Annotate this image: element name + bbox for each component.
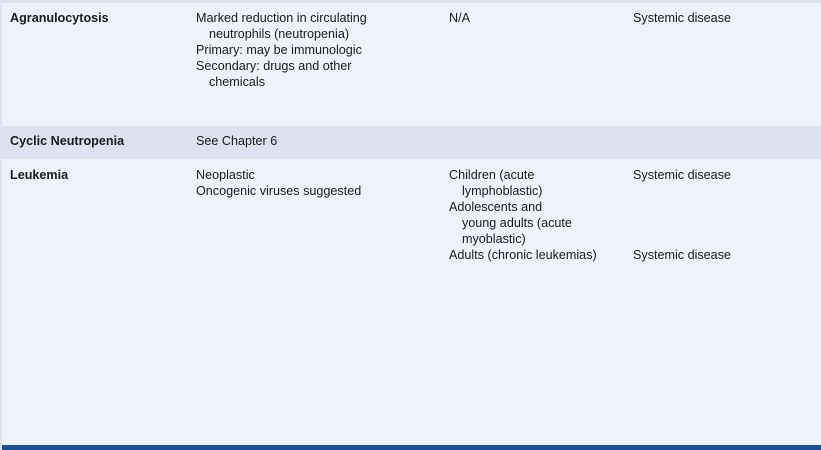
description-line: Primary: may be immunologic: [196, 43, 362, 57]
population-line: Adults (chronic leukemias): [449, 248, 597, 262]
population-line: lymphoblastic): [462, 184, 543, 198]
manifestation-spacer: [633, 215, 813, 231]
population-line: myoblastic): [462, 232, 526, 246]
condition-description: [196, 167, 436, 199]
manifestation-spacer: [633, 183, 813, 199]
manifestation-line: Systemic disease: [633, 168, 731, 182]
condition-population: [449, 167, 629, 263]
table-row: [2, 159, 821, 445]
description-line: neutrophils (neutropenia): [209, 27, 350, 41]
condition-name: Leukemia: [10, 168, 69, 182]
condition-name: Cyclic Neutropenia: [10, 134, 125, 148]
manifestation-line: Systemic disease: [633, 11, 731, 25]
condition-population: [449, 10, 629, 26]
description-line: Neoplastic: [196, 168, 255, 182]
manifestation-spacer: [633, 199, 813, 215]
condition-manifestation: [633, 167, 813, 263]
table-row: [2, 126, 821, 159]
bottom-rule: [2, 445, 821, 450]
description-line: Secondary: drugs and other: [196, 59, 352, 73]
description-line: Marked reduction in circulating: [196, 11, 367, 25]
condition-name: Agranulocytosis: [10, 11, 109, 25]
population-line: Children (acute: [449, 168, 535, 182]
manifestation-spacer: [633, 231, 813, 247]
population-line: N/A: [449, 11, 470, 25]
manifestation-line: Systemic disease: [633, 248, 731, 262]
description-line: chemicals: [209, 75, 265, 89]
description-line: Oncogenic viruses suggested: [196, 184, 362, 198]
population-line: Adolescents and: [449, 200, 543, 214]
condition-description: [196, 10, 436, 90]
table-row: [2, 3, 821, 126]
condition-manifestation: [633, 10, 813, 26]
condition-description: [196, 133, 436, 149]
population-line: young adults (acute: [462, 216, 572, 230]
description-line: See Chapter 6: [196, 134, 278, 148]
